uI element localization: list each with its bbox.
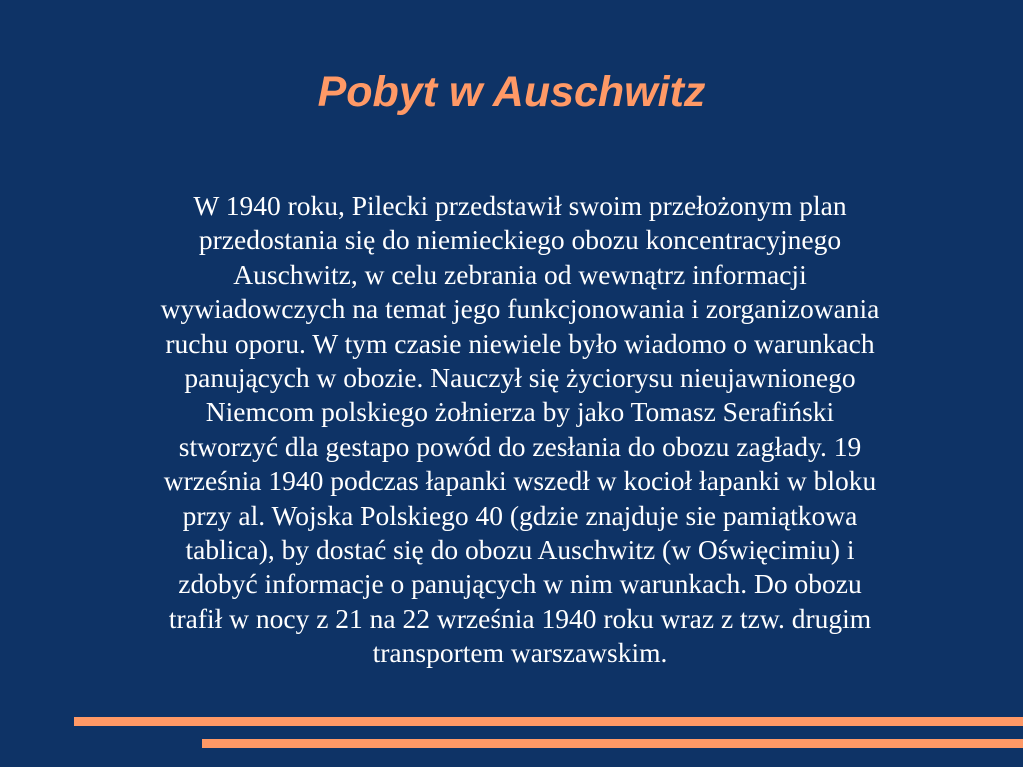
slide-body-text: W 1940 roku, Pilecki przedstawił swoim przełożonym plan przedostania się do niemieckiego obozu koncentracyjnego Auschwitz, w celu zebrania od wewnątrz informacji wywiadowczych na temat jego funkcjonowania i zorganizowania ruchu oporu. W tym czasie niewiele było wiadomo o warunkach panujących w obozie. Nauczył się życiorysu nieujawnionego Niemcom polskiego żołnierza by jako Tomasz Serafiński stworzyć dla gestapo powód do zesłania do obozu zagłady. 19 września 1940 podczas łapanki wszedł w kocioł łapanki w bloku przy al. Wojska Polskiego 40 (gdzie znajduje sie pamiątkowa tablica), by dostać się do obozu Auschwitz (w Oświęcimiu) i zdobyć informacje o panujących w nim warunkach. Do obozu trafił w nocy z 21 na 22 września 1940 roku wraz z tzw. drugim transportem warszawskim. [160, 190, 880, 669]
accent-line-lower [202, 739, 1023, 748]
slide-title: Pobyt w Auschwitz [317, 68, 706, 116]
accent-line-upper [74, 717, 1023, 726]
